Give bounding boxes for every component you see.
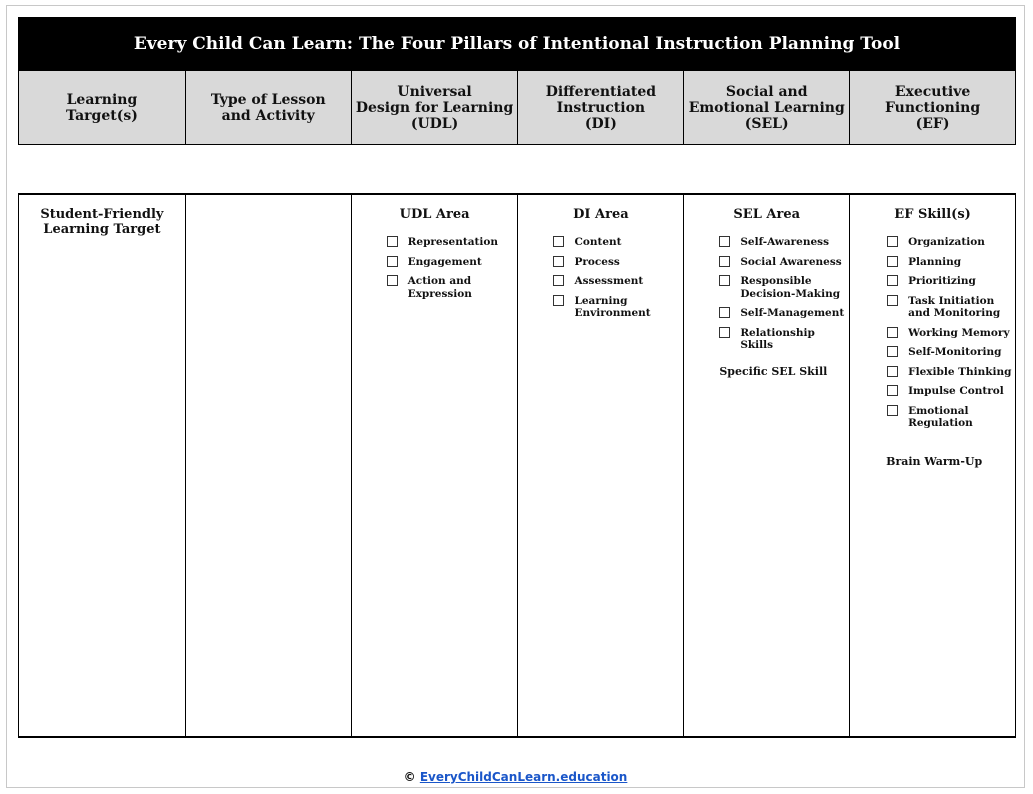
header-row xyxy=(18,71,1016,145)
checkbox[interactable] xyxy=(887,275,898,286)
udl-cell xyxy=(352,195,519,736)
ef-option[interactable]: Emotional Regulation xyxy=(887,405,1015,430)
di-option[interactable]: Content xyxy=(553,236,683,249)
checkbox[interactable] xyxy=(887,405,898,416)
checkbox[interactable] xyxy=(719,307,730,318)
sel-cell xyxy=(684,195,850,736)
checkbox[interactable] xyxy=(887,385,898,396)
checkbox[interactable] xyxy=(887,327,898,338)
checkbox[interactable] xyxy=(387,275,398,286)
sel-option[interactable]: Social Awareness xyxy=(719,256,849,269)
checkbox[interactable] xyxy=(887,256,898,267)
checkbox[interactable] xyxy=(387,256,398,267)
ef-option[interactable]: Self-Monitoring xyxy=(887,346,1015,359)
di-area-title: DI Area xyxy=(573,207,629,222)
udl-option[interactable]: Engagement xyxy=(387,256,518,269)
ef-option[interactable]: Organization xyxy=(887,236,1015,249)
sel-option[interactable]: Self-Awareness xyxy=(719,236,849,249)
udl-option[interactable]: Action and Expression xyxy=(387,275,518,300)
ef-checklist xyxy=(850,236,1015,430)
learning-target-cell[interactable] xyxy=(19,195,186,736)
header-udl: Universal Design for Learning (UDL) xyxy=(352,71,519,144)
header-sel: Social and Emotional Learning (SEL) xyxy=(684,71,850,144)
checkbox[interactable] xyxy=(553,275,564,286)
ef-option[interactable]: Flexible Thinking xyxy=(887,366,1015,379)
footer xyxy=(7,770,1024,784)
header-type-of-lesson: Type of Lesson and Activity xyxy=(186,71,352,144)
specific-sel-skill-label: Specific SEL Skill xyxy=(719,364,828,378)
di-option[interactable]: Learning Environment xyxy=(553,295,683,320)
header-learning-targets: Learning Target(s) xyxy=(19,71,186,144)
checkbox[interactable] xyxy=(719,236,730,247)
table-title: Every Child Can Learn: The Four Pillars of Intentional Instruction Planning Tool xyxy=(18,17,1016,71)
di-cell xyxy=(518,195,684,736)
ef-skills-title: EF Skill(s) xyxy=(894,207,971,222)
sel-option[interactable]: Relationship Skills xyxy=(719,327,849,352)
ef-option[interactable]: Planning xyxy=(887,256,1015,269)
di-option[interactable]: Assessment xyxy=(553,275,683,288)
sel-area-title: SEL Area xyxy=(733,207,801,222)
copyright-symbol: © xyxy=(403,770,416,784)
header-ef: Executive Functioning (EF) xyxy=(850,71,1016,144)
planning-table xyxy=(18,17,1016,738)
ef-option[interactable]: Prioritizing xyxy=(887,275,1015,288)
checkbox[interactable] xyxy=(887,295,898,306)
checkbox[interactable] xyxy=(887,346,898,357)
checkbox[interactable] xyxy=(887,236,898,247)
checkbox[interactable] xyxy=(719,275,730,286)
checkbox[interactable] xyxy=(719,327,730,338)
ef-cell xyxy=(850,195,1016,736)
brain-warm-up-label: Brain Warm-Up xyxy=(886,454,983,468)
udl-checklist xyxy=(352,236,518,300)
body-row xyxy=(18,193,1016,738)
checkbox[interactable] xyxy=(553,236,564,247)
udl-area-title: UDL Area xyxy=(399,207,470,222)
udl-option[interactable]: Representation xyxy=(387,236,518,249)
ef-option[interactable]: Working Memory xyxy=(887,327,1015,340)
di-checklist xyxy=(518,236,683,320)
page xyxy=(6,5,1025,788)
checkbox[interactable] xyxy=(387,236,398,247)
ef-option[interactable]: Impulse Control xyxy=(887,385,1015,398)
sel-option[interactable]: Self-Management xyxy=(719,307,849,320)
di-option[interactable]: Process xyxy=(553,256,683,269)
student-friendly-learning-target-label: Student-Friendly Learning Target xyxy=(40,207,164,237)
lesson-activity-cell[interactable] xyxy=(186,195,352,736)
spacer xyxy=(18,145,1016,193)
checkbox[interactable] xyxy=(887,366,898,377)
header-di: Differentiated Instruction (DI) xyxy=(518,71,684,144)
checkbox[interactable] xyxy=(719,256,730,267)
checkbox[interactable] xyxy=(553,256,564,267)
checkbox[interactable] xyxy=(553,295,564,306)
sel-option[interactable]: Responsible Decision-Making xyxy=(719,275,849,300)
website-link[interactable]: EveryChildCanLearn.education xyxy=(419,770,628,784)
sel-checklist xyxy=(684,236,849,352)
ef-option[interactable]: Task Initiation and Monitoring xyxy=(887,295,1015,320)
